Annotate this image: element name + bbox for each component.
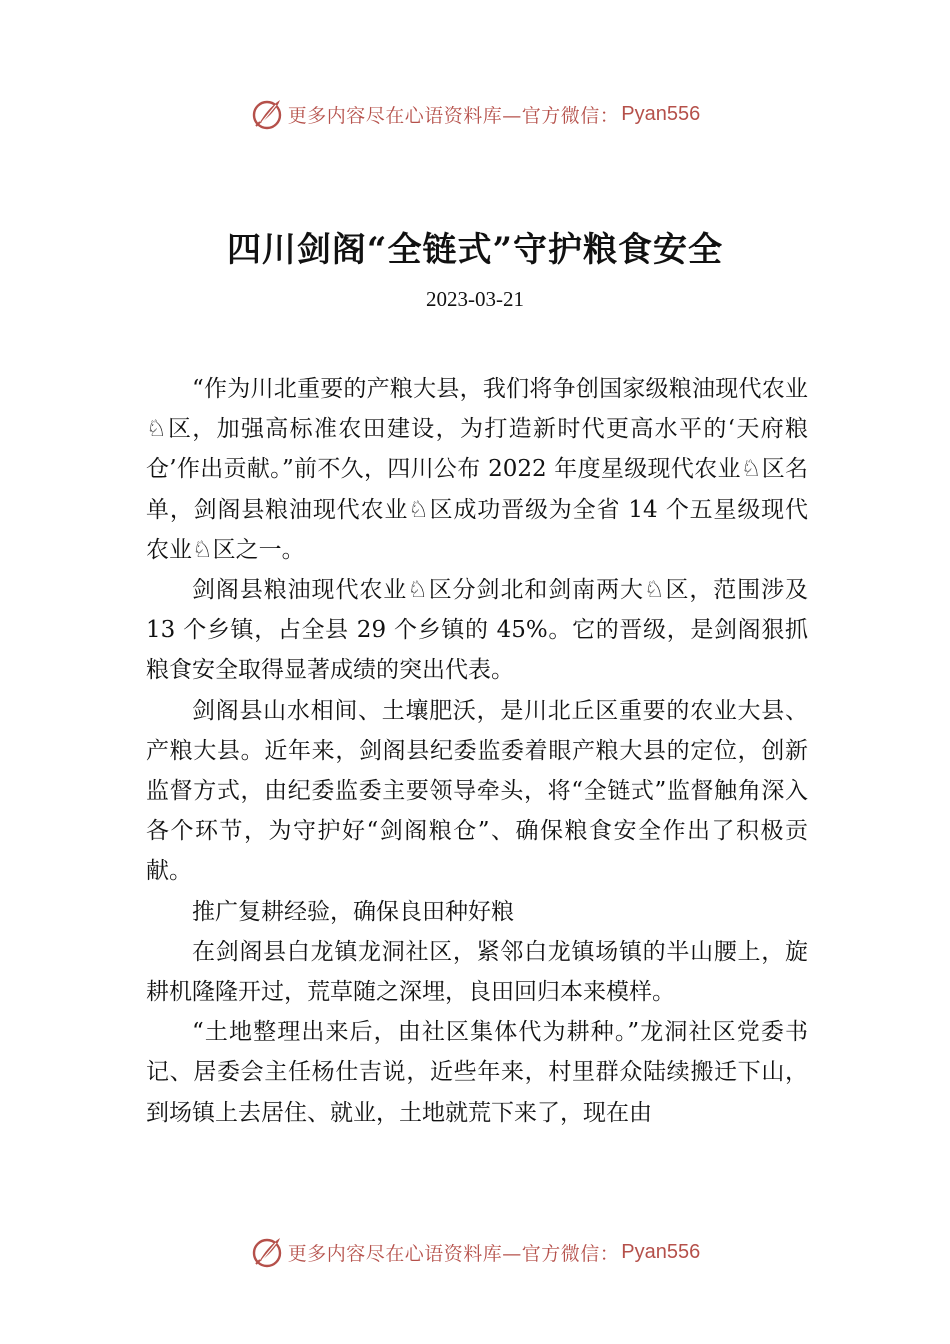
paragraph: “作为川北重要的产粮大县，我们将争创国家级粮油现代农业♘区，加强高标准农田建设，为打造新时代更高水平的‘天府粮仓’作出贡献。”前不久，四川公布 2022 年度星级现代农业♘区名单，剑阁县粮油现代农业♘区成功晋级为全省 14 个五星级现代农业♘区之一。	[146, 376, 808, 563]
footer-promo-text: 更多内容尽在心语资料库—官方微信：	[287, 1242, 620, 1265]
footer-wechat-id: Pyan556	[621, 1240, 701, 1263]
article-body	[146, 369, 808, 1133]
header-promo-text: 更多内容尽在心语资料库—官方微信：	[287, 104, 620, 127]
paragraph: “土地整理出来后，由社区集体代为耕种。”龙洞社区党委书记、居委会主任杨仕吉说，近些年来，村里群众陆续搬迁下山，到场镇上去居住、就业，土地就荒下来了，现在由	[146, 1019, 808, 1126]
paragraph: 在剑阁县白龙镇龙洞社区，紧邻白龙镇场镇的半山腰上，旋耕机隆隆开过，荒草随之深埋，良田回归本来模样。	[146, 938, 808, 1006]
paragraph: 剑阁县粮油现代农业♘区分剑北和剑南两大♘区，范围涉及 13 个乡镇，占全县 29 个乡镇的 45%。它的晋级，是剑阁狠抓粮食安全取得显著成绩的突出代表。	[146, 577, 808, 684]
paragraph: 剑阁县山水相间、土壤肥沃，是川北丘区重要的农业大县、产粮大县。近年来，剑阁县纪委监委着眼产粮大县的定位，创新监督方式，由纪委监委主要领导牵头，将“全链式”监督触角深入各个环节，为守护好“剑阁粮仓”、确保粮食安全作出了积极贡献。	[146, 697, 808, 885]
feather-pen-seal-icon	[250, 97, 284, 131]
footer-banner	[0, 1232, 950, 1272]
feather-pen-seal-icon	[250, 1235, 284, 1269]
header-banner	[0, 94, 950, 134]
header-wechat-id: Pyan556	[621, 102, 701, 125]
section-heading: 推广复耕经验，确保良田种好粮	[192, 898, 514, 925]
article-title: 四川剑阁“全链式”守护粮食安全	[226, 230, 724, 270]
article-date: 2023-03-21	[426, 287, 524, 311]
